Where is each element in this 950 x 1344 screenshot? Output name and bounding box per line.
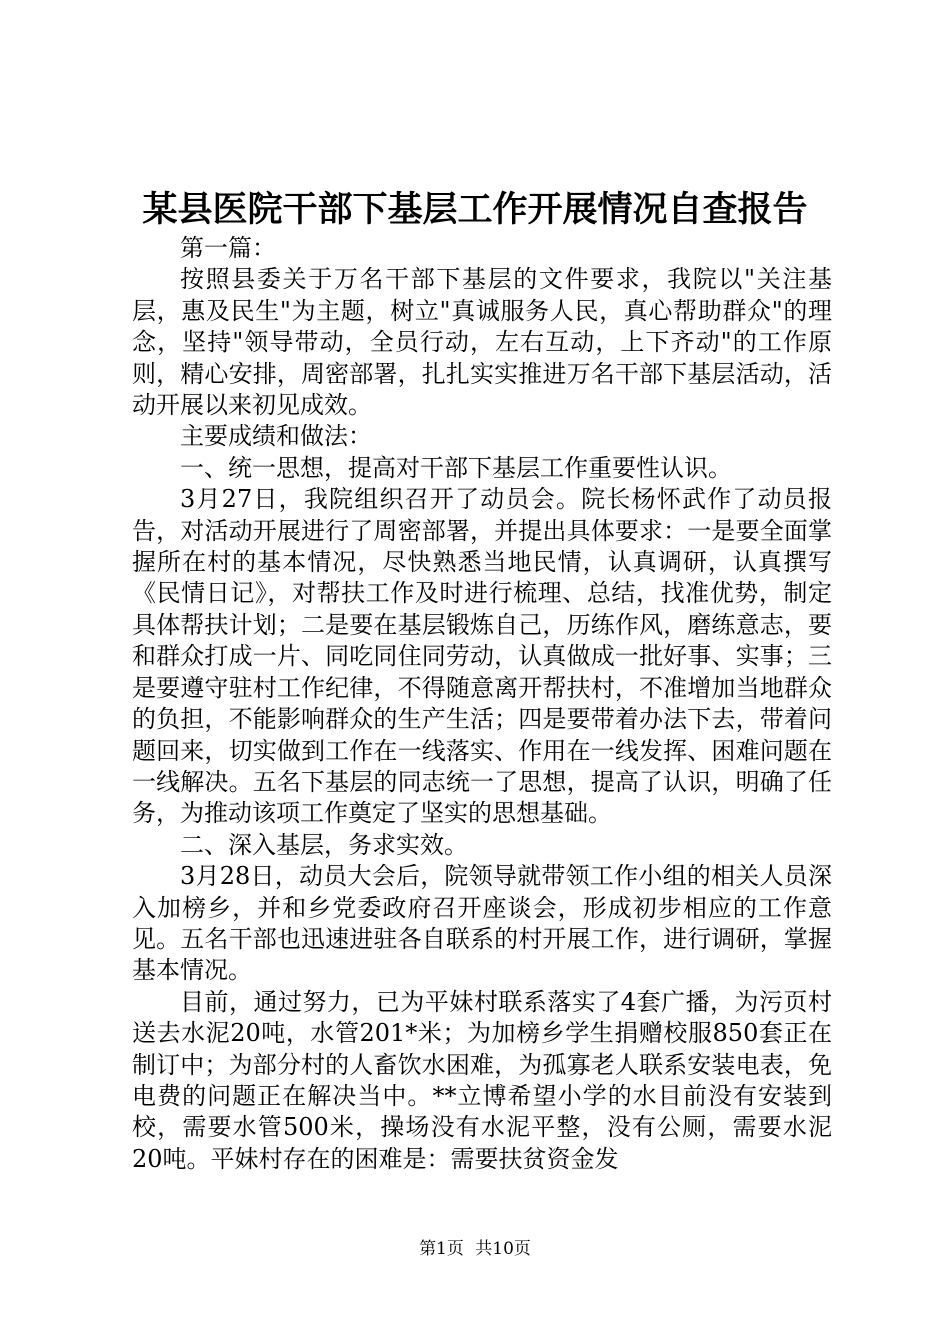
paragraph: 主要成绩和做法： (180, 422, 372, 451)
document-title: 某县医院干部下基层工作开展情况自查报告 (142, 189, 808, 230)
paragraph: 目前，通过努力，已为平妹村联系落实了4套广播，为污页村送去水泥20吨，水管201*米；为加榜乡学生捐赠校服850套正在制订中；为部分村的人畜饮水困难，为孤寡老人联系安装电表，免电费的问题正在解决当中。**立博希望小学的水目前没有安装到校，需要水管500米，操场没有水泥平整，没有公厕，需要水泥20吨。平妹村存在的困难是：需要扶贫资金发 (132, 987, 832, 1173)
paragraph: 3月28日，动员大会后，院领导就带领工作小组的相关人员深入加榜乡，并和乡党委政府召开座谈会，形成初步相应的工作意见。五名干部也迅速进驻各自联系的村开展工作，进行调研，掌握基本情况。 (132, 862, 832, 985)
page-number: 第1页 (419, 1239, 464, 1259)
page-total: 共10页 (475, 1239, 531, 1259)
paragraph: 二、深入基层，务求实效。 (180, 830, 468, 859)
paragraph: 按照县委关于万名干部下基层的文件要求，我院以"关注基层，惠及民生"为主题，树立"真诚服务人民，真心帮助群众"的理念，坚持"领导带动，全员行动，左右互动，上下齐动"的工作原则，精心安排，周密部署，扎扎实实推进万名干部下基层活动，活动开展以来初见成效。 (132, 265, 832, 420)
paragraph: 一、统一思想，提高对干部下基层工作重要性认识。 (180, 453, 732, 482)
page-footer (0, 1238, 950, 1260)
document-body (132, 233, 832, 1175)
paragraph: 3月27日，我院组织召开了动员会。院长杨怀武作了动员报告，对活动开展进行了周密部署，并提出具体要求：一是要全面掌握所在村的基本情况，尽快熟悉当地民情，认真调研，认真撰写《民情日记》，对帮扶工作及时进行梳理、总结，找准优势，制定具体帮扶计划；二是要在基层锻炼自己，历练作风，磨练意志，要和群众打成一片、同吃同住同劳动，认真做成一批好事、实事；三是要遵守驻村工作纪律，不得随意离开帮扶村，不准增加当地群众的负担，不能影响群众的生产生活；四是要带着办法下去，带着问题回来，切实做到工作在一线落实、作用在一线发挥、困难问题在一线解决。五名下基层的同志统一了思想，提高了认识，明确了任务，为推动该项工作奠定了坚实的思想基础。 (132, 485, 832, 828)
paragraph: 第一篇： (180, 234, 276, 262)
